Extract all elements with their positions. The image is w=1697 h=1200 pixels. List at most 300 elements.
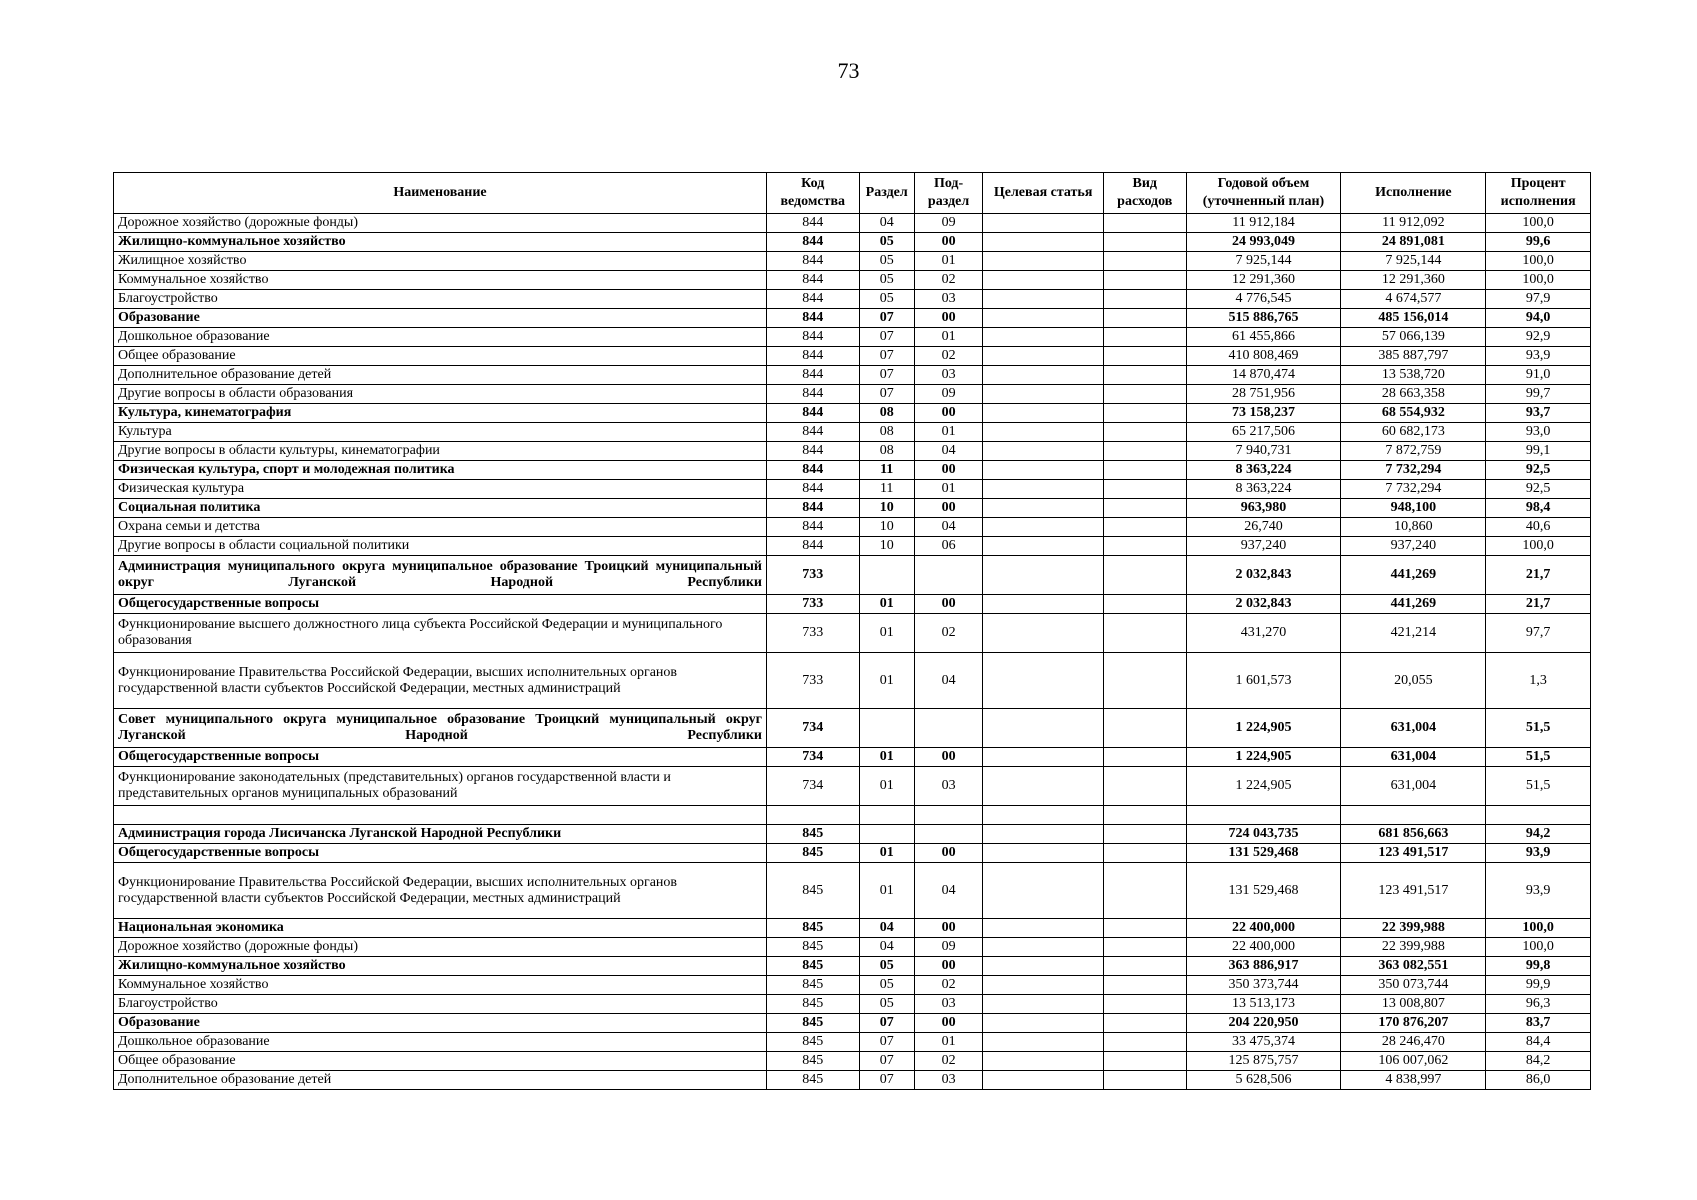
cell-section: 05 [859, 252, 914, 271]
header-plan: Годовой объем (уточненный план) [1186, 173, 1341, 214]
cell-target [983, 806, 1104, 825]
cell-subsection: 04 [914, 518, 982, 537]
cell-code: 845 [766, 1071, 859, 1090]
cell-code: 844 [766, 309, 859, 328]
cell-plan: 13 513,173 [1186, 995, 1341, 1014]
cell-execution: 22 399,988 [1341, 919, 1486, 938]
cell-code: 733 [766, 556, 859, 595]
cell-name: Культура [114, 423, 767, 442]
cell-plan: 4 776,545 [1186, 290, 1341, 309]
cell-name: Культура, кинематография [114, 404, 767, 423]
header-expense-type: Вид расходов [1104, 173, 1187, 214]
cell-target [983, 537, 1104, 556]
cell-plan: 5 628,506 [1186, 1071, 1341, 1090]
cell-plan: 28 751,956 [1186, 385, 1341, 404]
cell-name: Другие вопросы в области образования [114, 385, 767, 404]
cell-subsection: 03 [914, 366, 982, 385]
cell-code: 844 [766, 214, 859, 233]
cell-code: 845 [766, 844, 859, 863]
cell-subsection [914, 825, 982, 844]
cell-name: Социальная политика [114, 499, 767, 518]
cell-expense-type [1104, 556, 1187, 595]
cell-code: 844 [766, 518, 859, 537]
cell-target [983, 825, 1104, 844]
cell-subsection: 06 [914, 537, 982, 556]
cell-target [983, 1071, 1104, 1090]
cell-execution: 441,269 [1341, 595, 1486, 614]
cell-target [983, 653, 1104, 709]
cell-expense-type [1104, 233, 1187, 252]
cell-execution: 13 538,720 [1341, 366, 1486, 385]
cell-expense-type [1104, 709, 1187, 748]
cell-percent: 99,8 [1486, 957, 1591, 976]
cell-section [859, 825, 914, 844]
cell-percent: 99,7 [1486, 385, 1591, 404]
header-name: Наименование [114, 173, 767, 214]
cell-subsection: 00 [914, 309, 982, 328]
cell-expense-type [1104, 844, 1187, 863]
cell-section: 04 [859, 938, 914, 957]
cell-percent: 99,6 [1486, 233, 1591, 252]
cell-subsection: 04 [914, 653, 982, 709]
cell-section: 05 [859, 290, 914, 309]
cell-subsection [914, 709, 982, 748]
cell-percent: 51,5 [1486, 767, 1591, 806]
cell-subsection: 01 [914, 423, 982, 442]
cell-section: 07 [859, 1014, 914, 1033]
cell-execution: 441,269 [1341, 556, 1486, 595]
cell-subsection: 00 [914, 844, 982, 863]
cell-execution: 22 399,988 [1341, 938, 1486, 957]
cell-code: 845 [766, 863, 859, 919]
cell-plan: 1 224,905 [1186, 767, 1341, 806]
cell-section: 08 [859, 442, 914, 461]
table-row [114, 556, 1591, 595]
table-row [114, 709, 1591, 748]
cell-plan: 363 886,917 [1186, 957, 1341, 976]
cell-expense-type [1104, 653, 1187, 709]
cell-plan: 11 912,184 [1186, 214, 1341, 233]
cell-expense-type [1104, 825, 1187, 844]
cell-plan: 73 158,237 [1186, 404, 1341, 423]
cell-section: 07 [859, 385, 914, 404]
cell-name: Благоустройство [114, 995, 767, 1014]
table-row [114, 976, 1591, 995]
cell-subsection: 02 [914, 347, 982, 366]
header-subsection: Под-раздел [914, 173, 982, 214]
cell-plan: 963,980 [1186, 499, 1341, 518]
cell-plan: 131 529,468 [1186, 844, 1341, 863]
cell-code: 733 [766, 653, 859, 709]
cell-execution: 60 682,173 [1341, 423, 1486, 442]
cell-target [983, 233, 1104, 252]
cell-subsection: 02 [914, 976, 982, 995]
cell-execution: 24 891,081 [1341, 233, 1486, 252]
cell-target [983, 938, 1104, 957]
cell-expense-type [1104, 938, 1187, 957]
cell-code: 844 [766, 252, 859, 271]
cell-plan: 724 043,735 [1186, 825, 1341, 844]
cell-expense-type [1104, 404, 1187, 423]
cell-subsection: 01 [914, 252, 982, 271]
cell-code: 845 [766, 1014, 859, 1033]
budget-execution-table [113, 172, 1591, 1090]
cell-subsection: 00 [914, 957, 982, 976]
cell-execution: 350 073,744 [1341, 976, 1486, 995]
cell-section: 01 [859, 748, 914, 767]
cell-section: 01 [859, 614, 914, 653]
cell-execution: 170 876,207 [1341, 1014, 1486, 1033]
cell-code: 844 [766, 366, 859, 385]
cell-percent: 92,9 [1486, 328, 1591, 347]
cell-subsection: 02 [914, 271, 982, 290]
cell-subsection: 03 [914, 767, 982, 806]
cell-percent: 21,7 [1486, 595, 1591, 614]
cell-expense-type [1104, 290, 1187, 309]
cell-percent: 93,9 [1486, 347, 1591, 366]
table-row [114, 653, 1591, 709]
cell-subsection: 01 [914, 1033, 982, 1052]
cell-plan: 61 455,866 [1186, 328, 1341, 347]
cell-section: 01 [859, 653, 914, 709]
table-row [114, 252, 1591, 271]
cell-execution: 20,055 [1341, 653, 1486, 709]
cell-subsection: 09 [914, 385, 982, 404]
cell-name: Дошкольное образование [114, 328, 767, 347]
cell-code: 734 [766, 748, 859, 767]
cell-code: 844 [766, 347, 859, 366]
cell-name: Общее образование [114, 347, 767, 366]
cell-section: 04 [859, 214, 914, 233]
cell-execution: 123 491,517 [1341, 844, 1486, 863]
cell-target [983, 423, 1104, 442]
table-row [114, 366, 1591, 385]
table-row [114, 614, 1591, 653]
cell-name: Дошкольное образование [114, 1033, 767, 1052]
cell-expense-type [1104, 347, 1187, 366]
table-row [114, 404, 1591, 423]
cell-percent: 98,4 [1486, 499, 1591, 518]
cell-percent: 93,9 [1486, 863, 1591, 919]
cell-target [983, 1014, 1104, 1033]
table-row [114, 518, 1591, 537]
cell-section: 07 [859, 1033, 914, 1052]
cell-section [859, 556, 914, 595]
cell-name: Жилищно-коммунальное хозяйство [114, 957, 767, 976]
cell-code: 844 [766, 271, 859, 290]
table-row [114, 825, 1591, 844]
cell-name: Администрация города Лисичанска Луганской Народной Республики [114, 825, 767, 844]
cell-target [983, 995, 1104, 1014]
cell-plan: 2 032,843 [1186, 556, 1341, 595]
cell-expense-type [1104, 499, 1187, 518]
cell-percent: 51,5 [1486, 709, 1591, 748]
cell-percent: 100,0 [1486, 537, 1591, 556]
cell-expense-type [1104, 863, 1187, 919]
cell-plan: 1 224,905 [1186, 709, 1341, 748]
cell-code: 845 [766, 995, 859, 1014]
cell-percent: 40,6 [1486, 518, 1591, 537]
cell-target [983, 595, 1104, 614]
cell-code: 845 [766, 938, 859, 957]
cell-execution: 485 156,014 [1341, 309, 1486, 328]
cell-plan: 8 363,224 [1186, 480, 1341, 499]
cell-section: 05 [859, 233, 914, 252]
cell-percent: 86,0 [1486, 1071, 1591, 1090]
table-row [114, 919, 1591, 938]
cell-name: Коммунальное хозяйство [114, 271, 767, 290]
cell-plan: 22 400,000 [1186, 919, 1341, 938]
cell-expense-type [1104, 461, 1187, 480]
cell-target [983, 366, 1104, 385]
cell-subsection: 04 [914, 442, 982, 461]
cell-section: 05 [859, 995, 914, 1014]
cell-percent: 21,7 [1486, 556, 1591, 595]
cell-plan: 33 475,374 [1186, 1033, 1341, 1052]
cell-execution: 937,240 [1341, 537, 1486, 556]
cell-target [983, 1052, 1104, 1071]
cell-name: Благоустройство [114, 290, 767, 309]
cell-execution: 13 008,807 [1341, 995, 1486, 1014]
cell-execution: 4 674,577 [1341, 290, 1486, 309]
table-row [114, 748, 1591, 767]
cell-section: 05 [859, 976, 914, 995]
cell-code: 844 [766, 290, 859, 309]
cell-section: 11 [859, 480, 914, 499]
table-row [114, 309, 1591, 328]
cell-code: 845 [766, 976, 859, 995]
cell-section: 10 [859, 537, 914, 556]
cell-percent: 100,0 [1486, 271, 1591, 290]
table-row [114, 461, 1591, 480]
cell-name: Дополнительное образование детей [114, 366, 767, 385]
cell-code: 844 [766, 423, 859, 442]
cell-expense-type [1104, 1071, 1187, 1090]
header-execution: Исполнение [1341, 173, 1486, 214]
cell-section: 10 [859, 499, 914, 518]
table-row [114, 385, 1591, 404]
cell-section: 07 [859, 1071, 914, 1090]
cell-target [983, 214, 1104, 233]
cell-execution: 11 912,092 [1341, 214, 1486, 233]
cell-execution: 7 732,294 [1341, 480, 1486, 499]
cell-execution: 7 732,294 [1341, 461, 1486, 480]
cell-plan: 65 217,506 [1186, 423, 1341, 442]
cell-section: 01 [859, 863, 914, 919]
table-row [114, 328, 1591, 347]
cell-name: Дорожное хозяйство (дорожные фонды) [114, 214, 767, 233]
cell-subsection [914, 556, 982, 595]
cell-section: 05 [859, 271, 914, 290]
cell-section: 01 [859, 595, 914, 614]
cell-code: 734 [766, 767, 859, 806]
cell-execution: 106 007,062 [1341, 1052, 1486, 1071]
cell-code [766, 806, 859, 825]
cell-expense-type [1104, 957, 1187, 976]
header-percent: Процент исполнения [1486, 173, 1591, 214]
cell-name: Общегосударственные вопросы [114, 844, 767, 863]
cell-execution: 10,860 [1341, 518, 1486, 537]
cell-expense-type [1104, 518, 1187, 537]
cell-target [983, 748, 1104, 767]
cell-subsection: 00 [914, 499, 982, 518]
cell-code: 844 [766, 385, 859, 404]
cell-section [859, 709, 914, 748]
cell-execution: 421,214 [1341, 614, 1486, 653]
cell-code: 844 [766, 480, 859, 499]
cell-subsection: 01 [914, 328, 982, 347]
cell-expense-type [1104, 919, 1187, 938]
cell-target [983, 385, 1104, 404]
cell-section: 07 [859, 347, 914, 366]
cell-target [983, 863, 1104, 919]
cell-execution: 631,004 [1341, 748, 1486, 767]
cell-subsection: 03 [914, 290, 982, 309]
cell-target [983, 614, 1104, 653]
cell-execution: 28 663,358 [1341, 385, 1486, 404]
cell-execution: 28 246,470 [1341, 1033, 1486, 1052]
table-row [114, 290, 1591, 309]
cell-name: Общегосударственные вопросы [114, 748, 767, 767]
cell-section: 07 [859, 328, 914, 347]
cell-execution: 68 554,932 [1341, 404, 1486, 423]
cell-expense-type [1104, 995, 1187, 1014]
cell-percent: 99,9 [1486, 976, 1591, 995]
cell-execution: 57 066,139 [1341, 328, 1486, 347]
cell-target [983, 461, 1104, 480]
cell-subsection: 09 [914, 214, 982, 233]
cell-target [983, 518, 1104, 537]
cell-percent: 100,0 [1486, 214, 1591, 233]
cell-percent: 99,1 [1486, 442, 1591, 461]
cell-section: 08 [859, 404, 914, 423]
cell-subsection: 00 [914, 461, 982, 480]
cell-subsection: 00 [914, 748, 982, 767]
cell-code: 845 [766, 825, 859, 844]
cell-plan: 410 808,469 [1186, 347, 1341, 366]
cell-target [983, 767, 1104, 806]
cell-target [983, 556, 1104, 595]
cell-target [983, 309, 1104, 328]
cell-expense-type [1104, 1052, 1187, 1071]
cell-expense-type [1104, 480, 1187, 499]
cell-section: 04 [859, 919, 914, 938]
cell-target [983, 290, 1104, 309]
cell-target [983, 442, 1104, 461]
cell-section: 07 [859, 1052, 914, 1071]
cell-subsection: 00 [914, 1014, 982, 1033]
cell-section: 05 [859, 957, 914, 976]
cell-name: Жилищное хозяйство [114, 252, 767, 271]
cell-plan: 2 032,843 [1186, 595, 1341, 614]
cell-target [983, 499, 1104, 518]
cell-expense-type [1104, 976, 1187, 995]
cell-plan: 8 363,224 [1186, 461, 1341, 480]
cell-subsection: 09 [914, 938, 982, 957]
page-number: 73 [837, 58, 860, 83]
cell-plan: 7 925,144 [1186, 252, 1341, 271]
cell-name: Общегосударственные вопросы [114, 595, 767, 614]
table-row [114, 1071, 1591, 1090]
cell-percent: 94,0 [1486, 309, 1591, 328]
table-row [114, 214, 1591, 233]
table-row [114, 347, 1591, 366]
cell-execution: 7 925,144 [1341, 252, 1486, 271]
table-row [114, 537, 1591, 556]
cell-execution: 631,004 [1341, 767, 1486, 806]
table-row [114, 271, 1591, 290]
cell-expense-type [1104, 366, 1187, 385]
cell-percent: 51,5 [1486, 748, 1591, 767]
cell-percent: 97,7 [1486, 614, 1591, 653]
cell-percent: 100,0 [1486, 938, 1591, 957]
cell-expense-type [1104, 423, 1187, 442]
cell-code: 844 [766, 461, 859, 480]
table-row [114, 957, 1591, 976]
cell-percent: 84,2 [1486, 1052, 1591, 1071]
cell-execution [1341, 806, 1486, 825]
cell-code: 844 [766, 537, 859, 556]
header-target: Целевая статья [983, 173, 1104, 214]
cell-subsection: 00 [914, 919, 982, 938]
cell-section: 01 [859, 767, 914, 806]
cell-percent: 94,2 [1486, 825, 1591, 844]
cell-percent: 100,0 [1486, 919, 1591, 938]
table-row [114, 499, 1591, 518]
cell-code: 844 [766, 404, 859, 423]
cell-expense-type [1104, 537, 1187, 556]
cell-expense-type [1104, 385, 1187, 404]
cell-target [983, 271, 1104, 290]
cell-expense-type [1104, 271, 1187, 290]
cell-target [983, 328, 1104, 347]
cell-expense-type [1104, 214, 1187, 233]
cell-name: Дорожное хозяйство (дорожные фонды) [114, 938, 767, 957]
table-row [114, 233, 1591, 252]
table-row [114, 1033, 1591, 1052]
cell-code: 733 [766, 595, 859, 614]
cell-subsection: 01 [914, 480, 982, 499]
cell-name: Функционирование Правительства Российской Федерации, высших исполнительных органов государственной власти субъектов Российской Федерации, местных администраций [114, 653, 767, 709]
cell-expense-type [1104, 1014, 1187, 1033]
cell-code: 733 [766, 614, 859, 653]
cell-expense-type [1104, 309, 1187, 328]
cell-percent [1486, 806, 1591, 825]
table-row [114, 595, 1591, 614]
cell-name [114, 806, 767, 825]
table-row [114, 767, 1591, 806]
cell-subsection: 03 [914, 995, 982, 1014]
table-row [114, 938, 1591, 957]
cell-plan: 125 875,757 [1186, 1052, 1341, 1071]
cell-execution: 681 856,663 [1341, 825, 1486, 844]
table-row [114, 423, 1591, 442]
cell-execution: 948,100 [1341, 499, 1486, 518]
cell-execution: 7 872,759 [1341, 442, 1486, 461]
cell-plan: 24 993,049 [1186, 233, 1341, 252]
table-row [114, 844, 1591, 863]
cell-target [983, 709, 1104, 748]
header-section: Раздел [859, 173, 914, 214]
cell-name: Функционирование высшего должностного лица субъекта Российской Федерации и муниципального образования [114, 614, 767, 653]
cell-plan: 937,240 [1186, 537, 1341, 556]
cell-percent: 93,7 [1486, 404, 1591, 423]
cell-subsection: 00 [914, 404, 982, 423]
cell-subsection: 02 [914, 614, 982, 653]
cell-percent: 1,3 [1486, 653, 1591, 709]
cell-plan: 1 601,573 [1186, 653, 1341, 709]
cell-execution: 123 491,517 [1341, 863, 1486, 919]
